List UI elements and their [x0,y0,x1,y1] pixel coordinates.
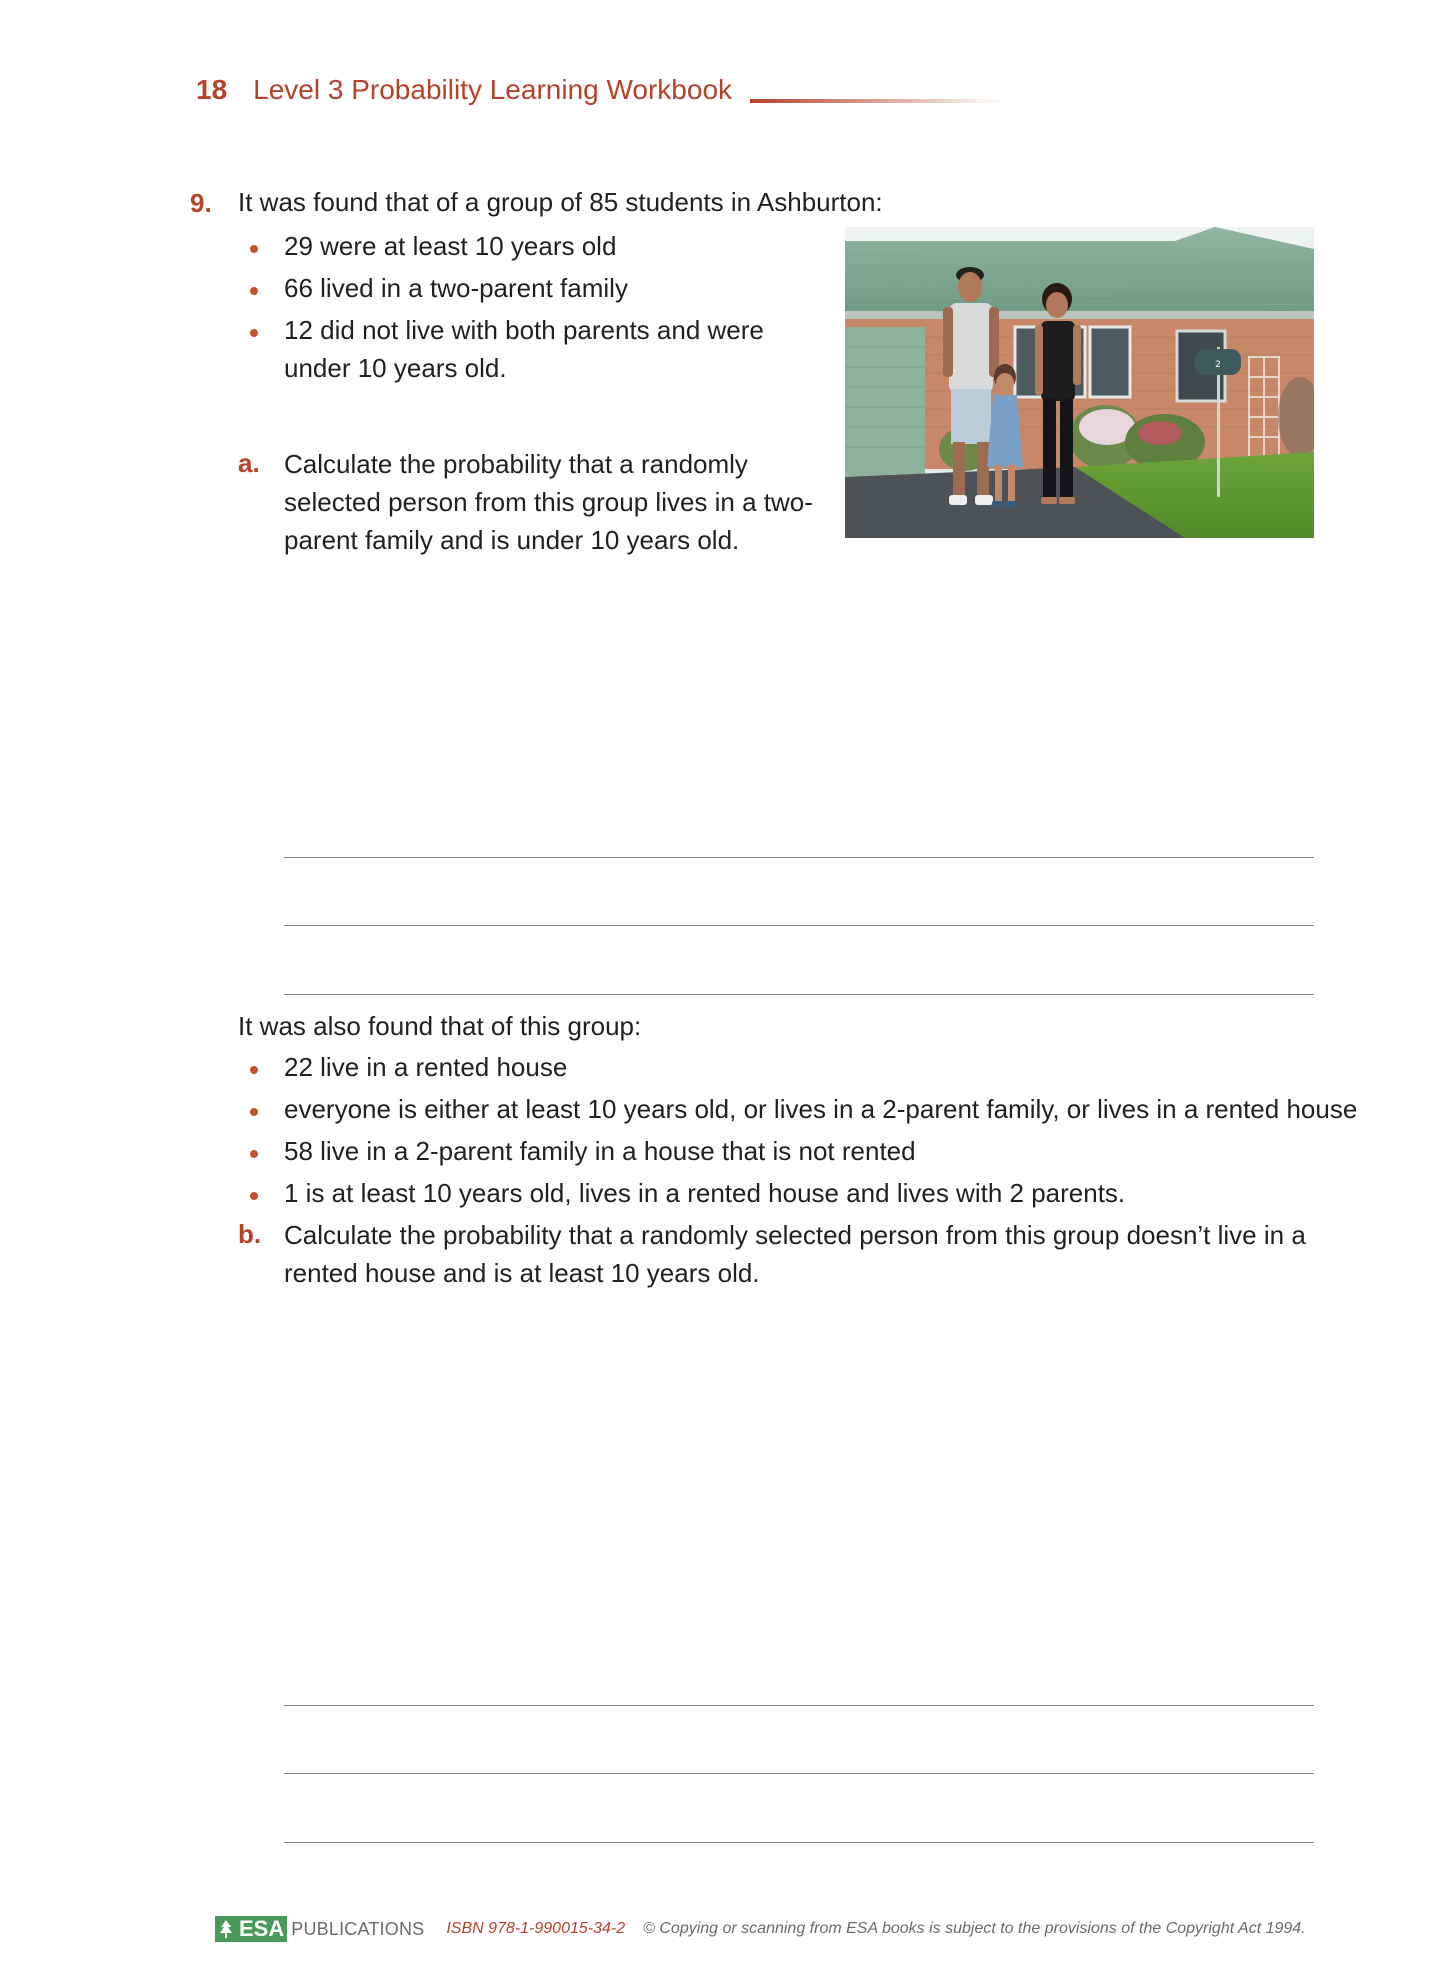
logo-esa-text: ESA [237,1916,287,1942]
part-a-label: a. [238,448,260,478]
tree-icon [215,1916,237,1942]
part-a-line: Calculate the probability that a randomly [284,449,748,479]
fact-item: 12 did not live with both parents and were [284,315,764,345]
page-footer [215,1914,1306,1944]
fact-item: 1 is at least 10 years old, lives in a rented house and lives with 2 parents. [284,1178,1126,1208]
isbn: ISBN 978-1-990015-34-2 [446,1920,626,1937]
esa-logo [215,1916,424,1942]
page-header [196,74,732,114]
also-found-text: It was also found that of this group: [238,1011,642,1041]
family-house-photo [845,227,1314,538]
mailbox-number: 2 [1215,360,1221,370]
part-b-line: Calculate the probability that a randomly selected person from this group doesn’t live in a [284,1220,1306,1250]
question-number: 9. [190,188,212,218]
fact-item: 29 were at least 10 years old [284,231,617,261]
answer-line[interactable] [284,994,1314,995]
book-title: Level 3 Probability Learning Workbook [253,74,733,105]
bullet-icon [250,1108,258,1116]
part-a-line: selected person from this group lives in a two- [284,487,813,517]
part-b-label: b. [238,1219,262,1249]
logo-publications-text: PUBLICATIONS [291,1918,425,1939]
bullet-icon [250,329,258,337]
page-number: 18 [196,74,228,105]
part-b-line: rented house and is at least 10 years old. [284,1258,760,1288]
question-intro: It was found that of a group of 85 students in Ashburton: [238,187,883,217]
fact-item-continued: under 10 years old. [284,353,507,383]
bullet-icon [250,1150,258,1158]
bullet-icon [250,1192,258,1200]
answer-line[interactable] [284,1705,1314,1706]
part-a-line: parent family and is under 10 years old. [284,525,740,555]
fact-item: 58 live in a 2-parent family in a house that is not rented [284,1136,916,1166]
bullet-icon [250,287,258,295]
answer-line[interactable] [284,1842,1314,1843]
copyright-notice: © Copying or scanning from ESA books is subject to the provisions of the Copyright Act 1994. [643,1920,1306,1937]
bullet-icon [250,1066,258,1074]
fact-item: everyone is either at least 10 years old, or lives in a 2-parent family, or lives in a rented house [284,1094,1358,1124]
fact-item: 66 lived in a two-parent family [284,273,628,303]
answer-line[interactable] [284,857,1314,858]
answer-line[interactable] [284,925,1314,926]
bullet-icon [250,245,258,253]
answer-line[interactable] [284,1773,1314,1774]
fact-item: 22 live in a rented house [284,1052,568,1082]
header-rule [750,99,1006,103]
